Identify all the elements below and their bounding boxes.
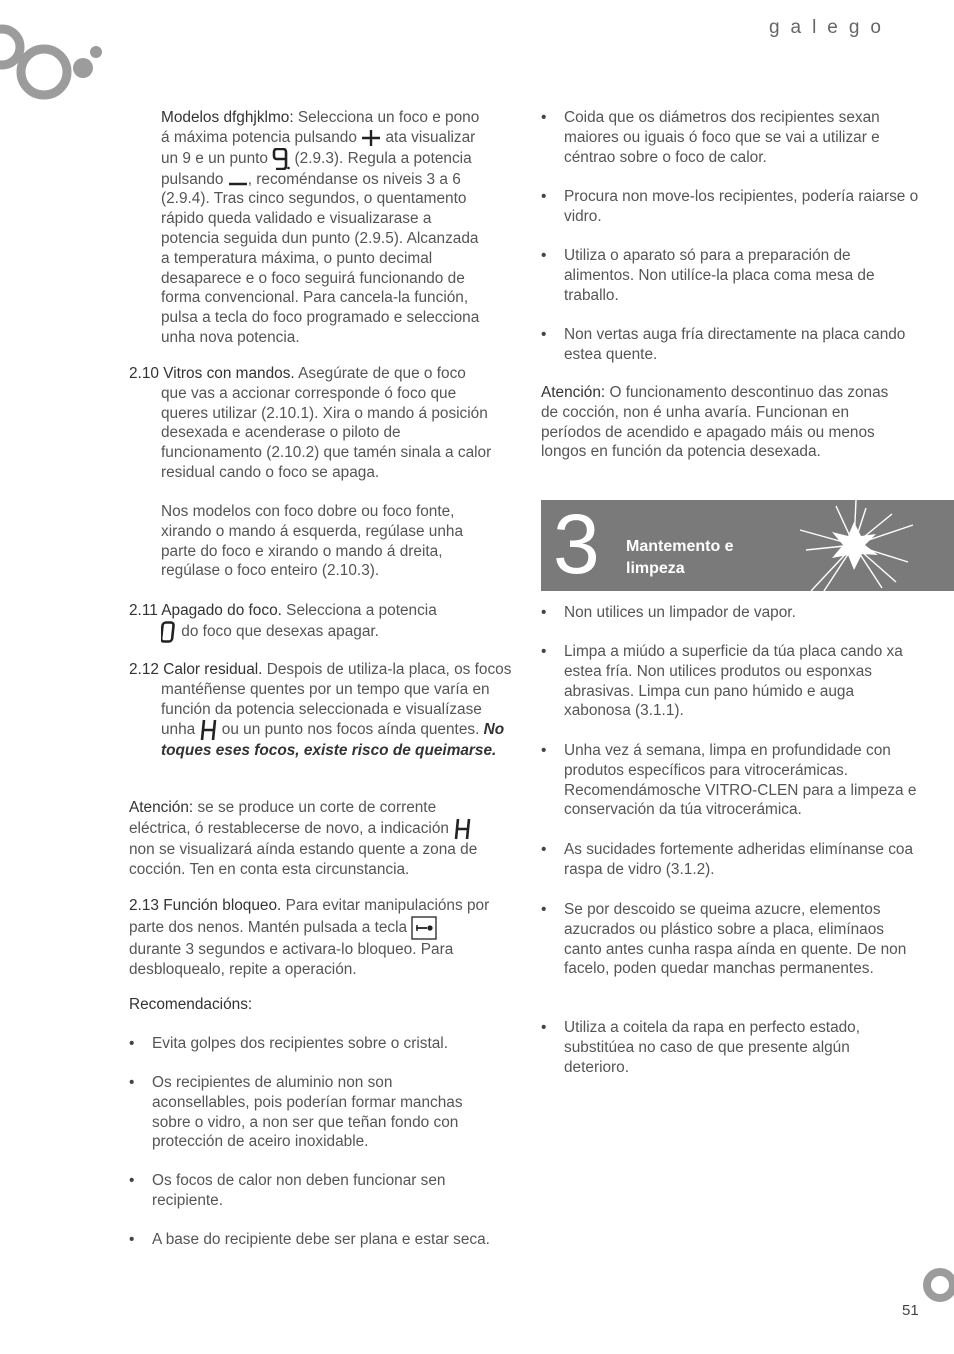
page-number: 51 — [902, 1302, 919, 1319]
list-item: • Utiliza a coitela da rapa en perfecto estado, substitúea no caso de que presente algún deterioro. — [541, 1018, 919, 1077]
atencion-left-label: Atención: — [129, 799, 194, 816]
list-item: • Evita golpes dos recipientes sobre o cristal. — [129, 1034, 492, 1054]
section-2-11-label: 2.11 Apagado do foco. — [129, 602, 282, 619]
section-2-13 — [129, 896, 491, 979]
list-item: • Non vertas auga fría directamente na placa cando estea quente. — [541, 325, 919, 365]
section-title — [626, 536, 734, 580]
list-item: • Os focos de calor non deben funcionar sen recipiente. — [129, 1171, 492, 1211]
list-item: • Non utilices un limpador de vapor. — [541, 603, 919, 623]
atencion-right-text: O funcionamento descontinuo das zonas de cocción, non é unha avaría. Funcionan en períodos de acendido e apagado máis ou menos longos en función da potencia desexada. — [541, 384, 889, 461]
section-title-line-1: Mantemento e — [626, 538, 734, 555]
atencion-left — [129, 798, 487, 879]
atencion-right-label: Atención: — [541, 384, 606, 401]
section-2-10 — [129, 364, 493, 483]
section-2-11-text-1: Selecciona a potencia — [281, 602, 437, 619]
residual-heat-h-icon — [453, 818, 473, 840]
section-2-13-label: 2.13 Función bloqueo. — [129, 897, 282, 914]
section-2-10-text-2: Nos modelos con foco dobre ou foco fonte, xirando o mando á esquerda, regúlase unha parte do foco e xirando o mando á dreita, regúlase o foco enteiro (2.10.3). — [161, 503, 464, 580]
sparkle-icon — [796, 500, 916, 591]
minus-key-icon — [228, 173, 248, 187]
section-number: 3 — [553, 497, 600, 591]
list-item: • Os recipientes de aluminio non son aconsellables, pois poderían formar manchas sobre o vidro, a non ser que teñan fondo con protección de aceiro inoxidable. — [129, 1073, 492, 1152]
list-item: • Unha vez á semana, limpa en profundidade con produtos específicos para vitrocerámicas. Recomendámosche VITRO-CLEN para a limpeza e conservación da túa vitrocerámica. — [541, 741, 919, 820]
section-2-13-text-2: durante 3 segundos e activara-lo bloqueo. Para desbloquealo, repite a operación. — [129, 940, 454, 978]
digit-nine-icon — [272, 148, 290, 170]
burn-warning: No toques eses focos, existe risco de queimarse. — [161, 721, 505, 760]
atencion-right — [541, 383, 896, 462]
modelos-text-1: Selecciona un foco e pono á máxima potencia pulsando — [161, 109, 480, 146]
list-item: • As sucidades fortemente adheridas elimínanse coa raspa de vidro (3.1.2). — [541, 840, 919, 880]
section-2-13-text-1: Para evitar manipulacións por parte dos nenos. Mantén pulsada a tecla — [129, 897, 490, 936]
list-item: • Coida que os diámetros dos recipientes sexan maiores ou iguais ó foco que se vai a utilizar e céntrao sobre o foco de calor. — [541, 108, 919, 167]
plus-key-icon — [361, 129, 381, 147]
digit-zero-icon — [161, 621, 177, 643]
recomendacions-title: Recomendacións: — [129, 996, 253, 1013]
residual-heat-h-icon — [200, 719, 218, 741]
list-item: • A base do recipiente debe ser plana e estar seca. — [129, 1230, 492, 1250]
modelos-label: Modelos dfghjklmo: — [161, 109, 294, 126]
section-3-banner — [541, 497, 954, 591]
section-2-12-text-2: ou un punto nos focos aínda quentes. — [217, 721, 484, 739]
section-2-12 — [129, 660, 519, 761]
section-2-10-text: Asegúrate de que o foco que vas a accionar corresponde ó foco que queres utilizar (2.10.1). Xira o mando á posición desexada e acenderase o piloto de funcionamento (2.10.2) que tamén sinala a calor residual cando o foco se apaga. — [161, 365, 492, 481]
section-2-11-text-2: do foco que desexas apagar. — [177, 622, 379, 640]
modelos-text-3: (2.9.3). Regula a potencia pulsando — [161, 149, 472, 188]
section-title-line-2: limpeza — [626, 560, 685, 577]
key-lock-icon — [411, 916, 437, 940]
list-item: • Procura non move-los recipientes, podería raiarse o vidro. — [541, 187, 919, 227]
section-2-11 — [129, 601, 493, 643]
atencion-left-text-1: se se produce un corte de corrente eléctrica, ó restablecerse de novo, a indicación — [129, 799, 454, 837]
modelos-paragraph — [161, 108, 491, 348]
list-item: • Se por descoido se queima azucre, elementos azucrados ou plástico sobre a placa, elimínaos canto antes cunha raspa aínda en quente. De non facelo, poden quedar manchas permanentes. — [541, 900, 919, 979]
section-2-12-label: 2.12 Calor residual. — [129, 661, 263, 678]
language-label: galego — [768, 17, 892, 38]
ring-decoration-icon — [922, 1266, 954, 1304]
brand-logo-icon — [0, 22, 110, 107]
list-item: • Utiliza o aparato só para a preparación de alimentos. Non utilíce-la placa coma mesa de traballo. — [541, 246, 919, 305]
section-2-12-text-1: Despois de utiliza-la placa, os focos mantéñense quentes por un tempo que varía en función da potencia seleccionada e visualízase unha — [161, 661, 512, 739]
modelos-text-2: ata visualizar un 9 e un punto — [161, 128, 476, 167]
modelos-text-4: , recoméndanse os niveis 3 a 6 (2.9.4). Tras cinco segundos, o quentamento rápido queda validado e visualizarase a potencia seguida dun punto (2.9.5). Alcanzada a temperatura máxima, o punto decimal desaparece e o foco seguirá funcionando de forma convencional. Para cancela-la función, pulsa a tecla do foco programado e selecciona unha nova potencia. — [161, 170, 480, 346]
atencion-left-text-2: non se visualizará aínda estando quente a zona de cocción. Ten en conta esta circunstancia. — [129, 840, 478, 878]
list-item: • Limpa a miúdo a superficie da túa placa cando xa estea fría. Non utilices produtos ou esponxas abrasivas. Limpa cun pano húmido e auga xabonosa (3.1.1). — [541, 642, 919, 721]
section-2-10-label: 2.10 Vitros con mandos. — [129, 365, 295, 382]
